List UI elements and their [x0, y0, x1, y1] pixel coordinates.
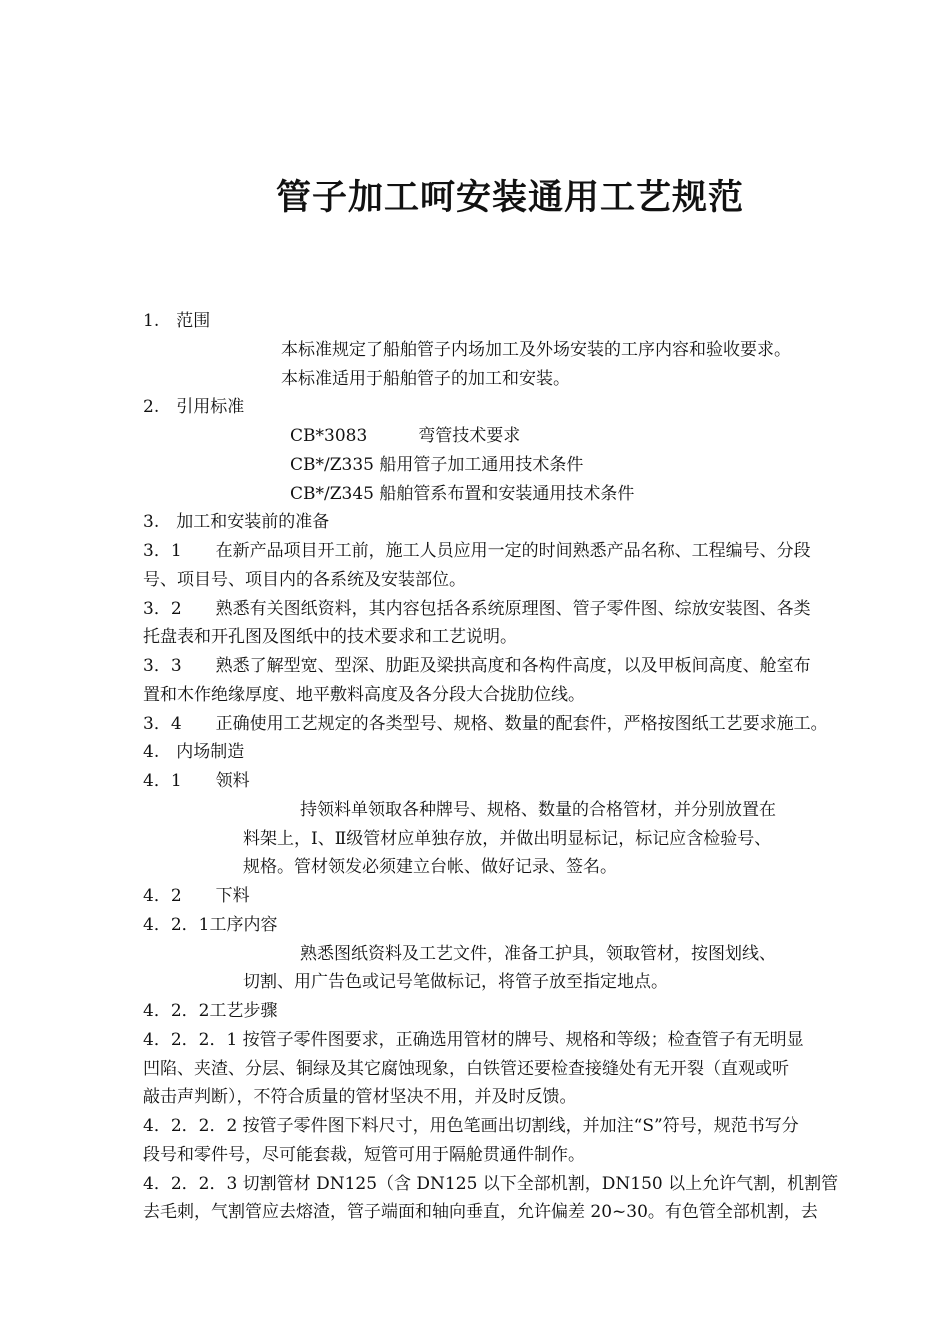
paragraph-line: 持领料单领取各种牌号、规格、数量的合格管材，并分别放置在: [300, 800, 776, 820]
paragraph-line: 段号和零件号，尽可能套裁，短管可用于隔舱贯通件制作。: [143, 1145, 585, 1165]
paragraph-line: 4．2．2．2 按管子零件图下料尺寸，用色笔画出切割线，并加注“S”符号，规范书写分: [143, 1116, 799, 1136]
standard-reference: CB*/Z345 船舶管系布置和安装通用技术条件: [290, 484, 635, 504]
paragraph-line: 切割、用广告色或记号笔做标记，将管子放至指定地点。: [243, 972, 668, 992]
paragraph-line: 去毛刺，气割管应去熔渣，管子端面和轴向垂直，允许偏差 20~30。有色管全部机割，去: [143, 1202, 818, 1222]
document-title: 管子加工呵安装通用工艺规范: [275, 178, 744, 218]
paragraph-line: 3．3 熟悉了解型宽、型深、肋距及梁拱高度和各构件高度，以及甲板间高度、舱室布: [143, 656, 811, 676]
paragraph-line: 3．1 在新产品项目开工前，施工人员应用一定的时间熟悉产品名称、工程编号、分段: [143, 541, 811, 561]
subsection-heading: 4．2 下料: [143, 886, 250, 906]
paragraph-line: 置和木作绝缘厚度、地平敷料高度及各分段大合拢肋位线。: [143, 685, 585, 705]
subsection-heading: 4．1 领料: [143, 771, 250, 791]
paragraph-line: 4．2．2．3 切割管材 DN125（含 DN125 以下全部机割，DN150 以上允许气割，机割管: [143, 1174, 839, 1194]
paragraph-line: 本标准适用于船舶管子的加工和安装。: [281, 369, 570, 389]
standard-reference: CB*3083 弯管技术要求: [290, 426, 521, 446]
section-4-heading: 4. 内场制造: [143, 742, 245, 762]
paragraph-line: 3．4 正确使用工艺规定的各类型号、规格、数量的配套件，严格按图纸工艺要求施工。: [143, 714, 828, 734]
paragraph-line: 托盘表和开孔图及图纸中的技术要求和工艺说明。: [143, 627, 517, 647]
paragraph-line: 规格。管材领发必须建立台帐、做好记录、签名。: [243, 857, 617, 877]
paragraph-line: 敲击声判断），不符合质量的管材坚决不用，并及时反馈。: [143, 1087, 577, 1107]
standard-reference: CB*/Z335 船用管子加工通用技术条件: [290, 455, 584, 475]
section-1-heading: 1. 范围: [143, 311, 211, 331]
paragraph-line: 本标准规定了船舶管子内场加工及外场安装的工序内容和验收要求。: [281, 340, 791, 360]
paragraph-line: 料架上，Ⅰ、Ⅱ级管材应单独存放，并做出明显标记，标记应含检验号、: [243, 829, 772, 849]
subsection-heading: 4．2．2工艺步骤: [143, 1001, 278, 1021]
paragraph-line: 3．2 熟悉有关图纸资料，其内容包括各系统原理图、管子零件图、综放安装图、各类: [143, 599, 811, 619]
paragraph-line: 号、项目号、项目内的各系统及安装部位。: [143, 570, 466, 590]
paragraph-line: 4．2．2．1 按管子零件图要求，正确选用管材的牌号、规格和等级；检查管子有无明显: [143, 1030, 804, 1050]
section-3-heading: 3. 加工和安装前的准备: [143, 512, 330, 532]
paragraph-line: 熟悉图纸资料及工艺文件，准备工护具，领取管材，按图划线、: [300, 944, 776, 964]
subsection-heading: 4．2．1工序内容: [143, 915, 278, 935]
section-2-heading: 2. 引用标准: [143, 397, 245, 417]
paragraph-line: 凹陷、夹渣、分层、铜绿及其它腐蚀现象，白铁管还要检查接缝处有无开裂（直观或听: [143, 1059, 789, 1079]
